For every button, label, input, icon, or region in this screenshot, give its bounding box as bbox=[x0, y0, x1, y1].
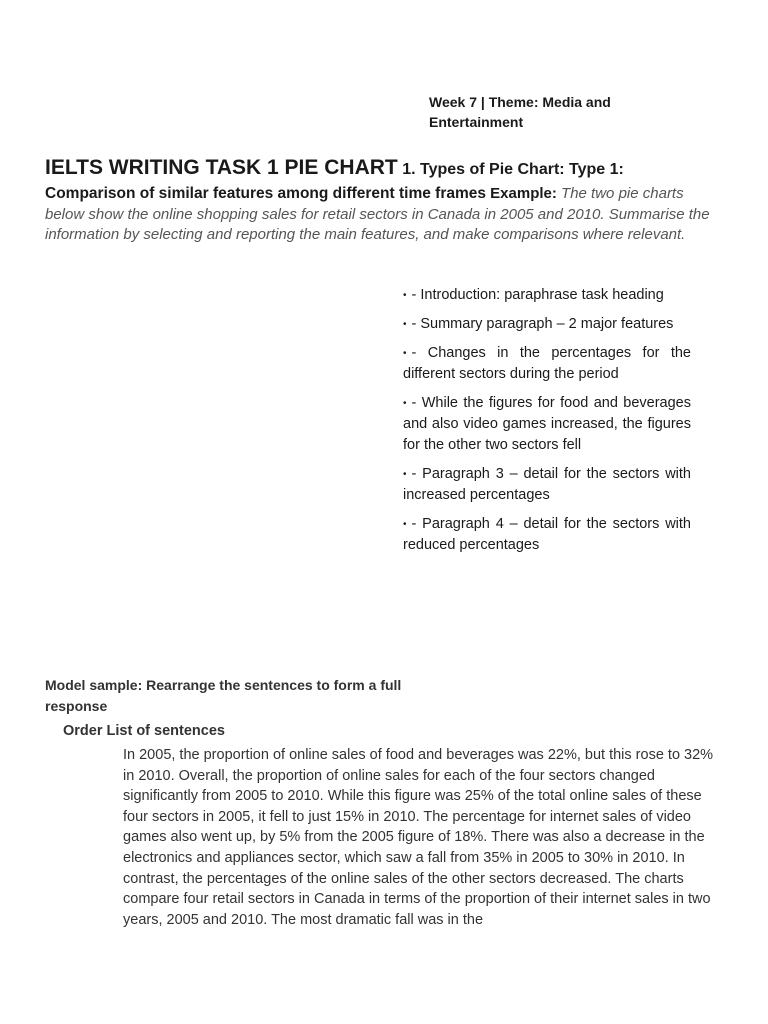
bullet-icon: • bbox=[403, 348, 407, 359]
list-item-text: - Paragraph 4 – detail for the sectors with reduced percentages bbox=[403, 516, 691, 553]
task-heading-line bbox=[45, 154, 725, 184]
week-theme-header: Week 7 | Theme: Media and Entertainment bbox=[429, 94, 611, 130]
order-list-heading: Order List of sentences bbox=[63, 723, 225, 739]
list-item bbox=[403, 343, 691, 385]
list-item-text: - Changes in the percentages for the different sectors during the period bbox=[403, 345, 691, 382]
task-prompt: The two pie charts below show the online shopping sales for retail sectors in Canada in 2005 and 2010. Summarise the information by selecting and reporting the main features, and make comparisons where relevant. bbox=[45, 185, 710, 243]
list-item bbox=[403, 285, 691, 306]
task-title: IELTS WRITING TASK 1 PIE CHART bbox=[45, 156, 398, 179]
bullet-icon: • bbox=[403, 319, 407, 330]
sentences-paragraph: In 2005, the proportion of online sales of food and beverages was 22%, but this rose to 32% in 2010. Overall, the proportion of online sales for each of the four sectors changed significantly from 2005 to 2010. While this figure was 25% of the total online sales of these four sectors in 2005, it fell to just 15% in 2010. The percentage for internet sales of video games also went up, by 5% from the 2005 figure of 18%. There was also a decrease in the electronics and appliances sector, which saw a fall from 35% in 2005 to 30% in 2010. In contrast, the percentages of the online sales of the other sectors decreased. The charts compare four retail sectors in Canada in terms of the proportion of their internet sales in two years, 2005 and 2010. The most dramatic fall was in the bbox=[123, 747, 714, 928]
list-item-text: - Introduction: paraphrase task heading bbox=[411, 287, 664, 303]
example-label: Example: bbox=[490, 185, 557, 202]
pie-chart-types-label: 1. Types of Pie Chart: Type 1: bbox=[402, 161, 624, 178]
list-item bbox=[403, 393, 691, 456]
task-paragraph bbox=[45, 184, 725, 246]
model-sample-heading: Model sample: Rearrange the sentences to form a full response bbox=[45, 677, 402, 714]
bullet-icon: • bbox=[403, 290, 407, 301]
bullet-icon: • bbox=[403, 469, 407, 480]
task-description bbox=[45, 154, 725, 246]
list-item-text: - While the figures for food and beverages and also video games increased, the figures for the other two sectors fell bbox=[403, 395, 691, 453]
list-item bbox=[403, 464, 691, 506]
essay-structure-list bbox=[403, 285, 691, 564]
list-item-text: - Paragraph 3 – detail for the sectors with increased percentages bbox=[403, 466, 691, 503]
bullet-icon: • bbox=[403, 398, 407, 409]
list-item bbox=[403, 314, 691, 335]
list-item-text: - Summary paragraph – 2 major features bbox=[411, 316, 674, 332]
bullet-icon: • bbox=[403, 519, 407, 530]
comparison-label: Comparison of similar features among different time frames bbox=[45, 185, 486, 202]
list-item bbox=[403, 514, 691, 556]
